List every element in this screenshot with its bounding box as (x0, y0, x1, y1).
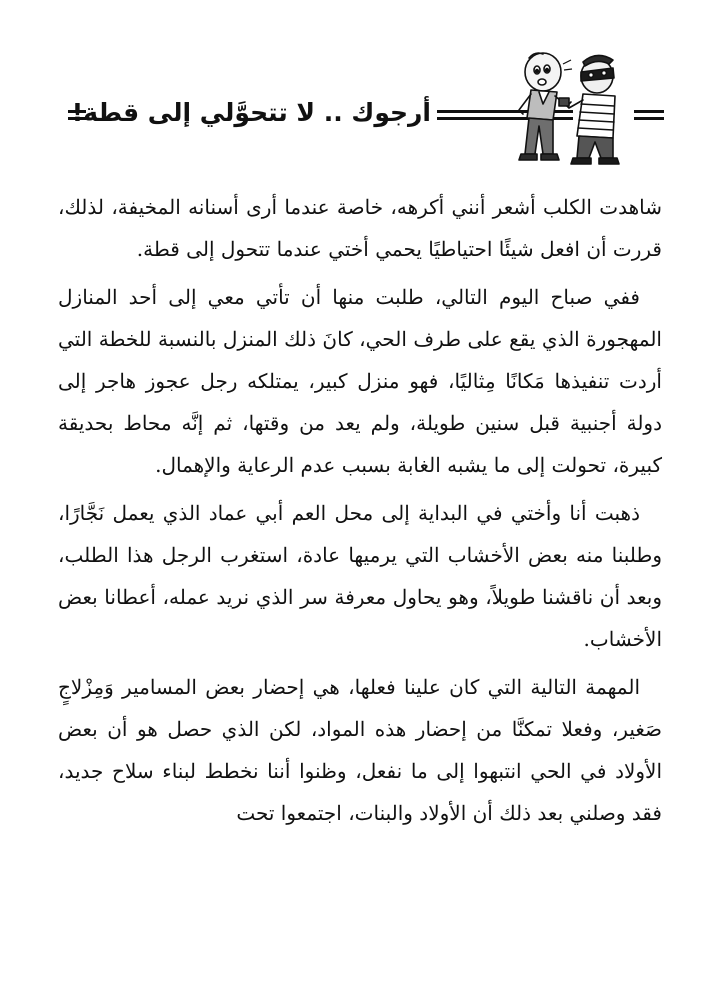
chapter-header (54, 46, 666, 170)
cartoon-boy-and-masked-thief-icon (509, 46, 629, 170)
paragraph-4: المهمة التالية التي كان علينا فعلها، هي إحضار بعض المسامير وَمِزْلاجٍ صَغير، وفعلا تمكنَّا من إحضار هذه المواد، لكن الذي حصل هو أن بعض الأولاد في الحي انتبهوا إلى ما نفعل، وظنوا أننا نخطط لبناء سلاح جديد، فقد وصلني بعد ذلك أن الأولاد والبنات، اجتمعوا تحت (58, 675, 662, 825)
paragraph-1: شاهدت الكلب أشعر أنني أكرهه، خاصة عندما أرى أسنانه المخيفة، لذلك، قررت أن افعل شيئًا احتياطيًا يحمي أختي عندما تتحول إلى قطة. (58, 195, 662, 261)
title-rule-right (634, 110, 664, 120)
paragraph-3: ذهبت أنا وأختي في البداية إلى محل العم أبي عماد الذي يعمل نَجَّارًا، وطلبنا منه بعض الأخشاب التي يرميها عادة، استغرب الرجل هذا الطلب، وبعد أن ناقشنا طويلاً، وهو يحاول معرفة سر الذي نريد عمله، أعطانا بعض الأخشاب. (58, 501, 662, 651)
story-text (58, 186, 662, 840)
paragraph-2: ففي صباح اليوم التالي، طلبت منها أن تأتي معي إلى أحد المنازل المهجورة الذي يقع على طرف الحي، كانَ ذلك المنزل بالنسبة للخطة التي أردت تنفيذها مَكانًا مِثاليًا، فهو منزل كبير، يمتلكه رجل عجوز هاجر إلى دولة أجنبية قبل سنين طويلة، ولم يعد من وقتها، ثم إنَّه محاط بحديقة كبيرة، تحولت إلى ما يشبه الغابة بسبب عدم الرعاية والإهمال. (58, 285, 662, 477)
chapter-title: أرجوك .. لا تتحوَّلي إلى قطة! (71, 98, 431, 127)
